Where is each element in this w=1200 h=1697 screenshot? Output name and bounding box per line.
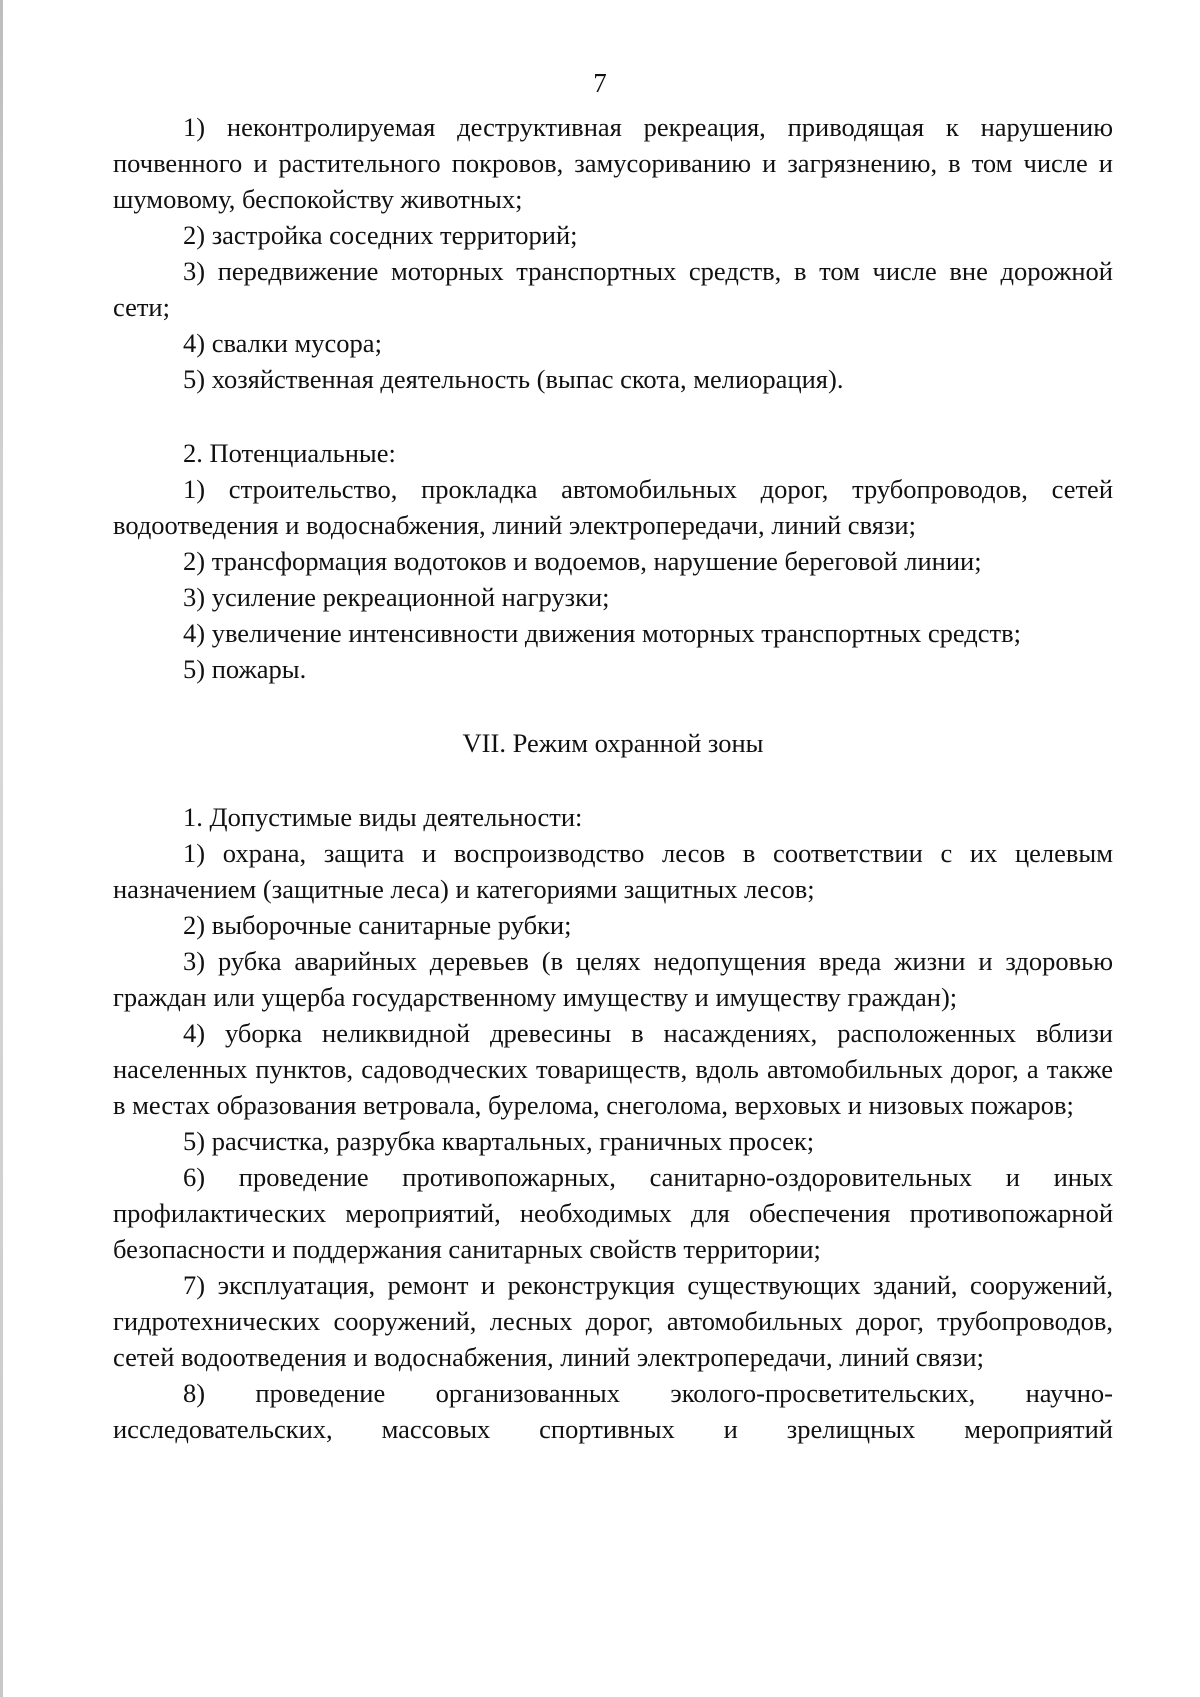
list-item: 3) усиление рекреационной нагрузки; [183,582,610,612]
list-item: 4) свалки мусора; [183,328,382,358]
list-item: 1) строительство, прокладка автомобильных дорог, трубопроводов, сетей водоотведения и водоснабжения, линий электропередачи, линий связи; [113,474,1113,540]
list-item: 4) увеличение интенсивности движения моторных транспортных средств; [183,618,1021,648]
list-item: 2) трансформация водотоков и водоемов, нарушение береговой линии; [183,546,982,576]
page-number: 7 [593,68,607,98]
scan-edge [0,0,3,1697]
list-item: 2) выборочные санитарные рубки; [183,910,572,940]
list-item: 5) расчистка, разрубка квартальных, граничных просек; [183,1126,815,1156]
section-title: 2. Потенциальные: [183,438,396,468]
list-item: 4) уборка неликвидной древесины в насаждениях, расположенных вблизи населенных пунктов, садоводческих товариществ, вдоль автомобильных дорог, а также в местах образования ветровала, бурелома, снеголома, верховых и низовых пожаров; [113,1018,1113,1120]
list-item: 2) застройка соседних территорий; [183,220,578,250]
list-item: 5) пожары. [183,654,307,684]
list-item: 7) эксплуатация, ремонт и реконструкция существующих зданий, сооружений, гидротехнических сооружений, лесных дорог, автомобильных дорог, трубопроводов, сетей водоотведения и водоснабжения, линий электропередачи, линий связи; [113,1270,1113,1372]
list-item: 8) проведение организованных эколого-просветительских, научно-исследовательских, массовых спортивных и зрелищных мероприятий [113,1378,1113,1444]
list-item: 3) передвижение моторных транспортных средств, в том числе вне дорожной сети; [113,256,1113,322]
document-body [113,109,1113,1447]
list-item: 3) рубка аварийных деревьев (в целях недопущения вреда жизни и здоровью граждан или ущерба государственному имуществу и имуществу граждан); [113,946,1113,1012]
list-item: 5) хозяйственная деятельность (выпас скота, мелиорация). [183,364,844,394]
list-item: 6) проведение противопожарных, санитарно-оздоровительных и иных профилактических мероприятий, необходимых для обеспечения противопожарной безопасности и поддержания санитарных свойств территории; [113,1162,1113,1264]
chapter-heading: VII. Режим охранной зоны [462,728,764,758]
section-title: 1. Допустимые виды деятельности: [183,802,583,832]
list-item: 1) охрана, защита и воспроизводство лесов в соответствии с их целевым назначением (защитные леса) и категориями защитных лесов; [113,838,1113,904]
list-item: 1) неконтролируемая деструктивная рекреация, приводящая к нарушению почвенного и растительного покровов, замусориванию и загрязнению, в том числе и шумовому, беспокойству животных; [113,112,1113,214]
